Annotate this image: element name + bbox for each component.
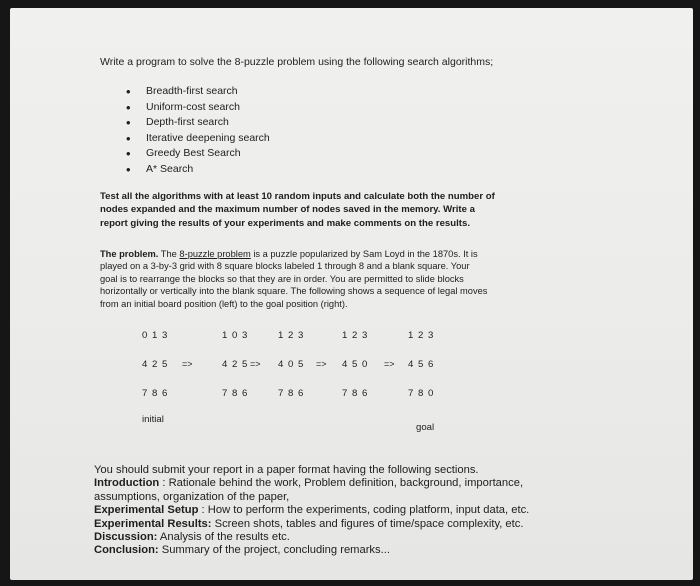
move-arrow: => — [316, 359, 327, 369]
problem-line: played on a 3-by-3 grid with 8 square blocks labeled 1 through 8 and a blank square. Your — [100, 261, 470, 272]
board-row: 1 2 3 — [408, 330, 434, 341]
problem-line: goal is to rearrange the blocks so that they are in order. You are permitted to slide blocks — [100, 273, 464, 284]
task-line: nodes expanded and the maximum number of nodes saved in the memory. Write a — [100, 204, 475, 216]
board-row: 4 5 0 — [342, 359, 368, 370]
board-row: 4 2 5 — [222, 359, 248, 370]
board-row: 7 8 6 — [342, 388, 368, 399]
report-section — [94, 531, 529, 544]
section-text: Rationale behind the work, Problem definition, background, importance, — [168, 477, 524, 490]
report-intro: You should submit your report in a paper format having the following sections. — [94, 464, 479, 476]
report-section — [94, 518, 529, 531]
list-item: • Breadth-first search — [126, 84, 270, 100]
list-item: • A* Search — [126, 162, 270, 178]
task-line: Test all the algorithms with at least 10 random inputs and calculate both the number of — [100, 191, 495, 202]
board-row: 4 5 6 — [408, 359, 434, 370]
report-instructions — [94, 464, 529, 558]
report-section — [94, 491, 529, 504]
report-section — [94, 544, 529, 557]
move-arrow: => — [250, 359, 261, 369]
algorithm-list — [126, 84, 270, 178]
problem-paragraph — [100, 248, 620, 310]
section-text: Screen shots, tables and figures of time/space complexity, etc. — [214, 517, 524, 530]
board-row: 0 1 3 — [142, 330, 168, 341]
problem-label: The problem. — [100, 249, 159, 259]
problem-line — [100, 248, 620, 260]
problem-line: horizontally or vertically into the blank square. The following shows a sequence of legal moves — [100, 286, 488, 297]
report-section — [94, 504, 529, 517]
board-row: 7 8 6 — [278, 388, 304, 399]
problem-text: The — [160, 249, 177, 259]
problem-line: from an initial board position (left) to the goal position (right). — [100, 298, 348, 309]
board-row: 7 8 6 — [222, 388, 248, 399]
board-row: 1 2 3 — [278, 330, 304, 341]
goal-label: goal — [416, 422, 435, 433]
section-sep: : — [198, 504, 208, 517]
report-section — [94, 477, 529, 490]
section-title: Discussion: — [94, 531, 158, 544]
list-item: • Depth-first search — [126, 115, 270, 131]
list-item: • Iterative deepening search — [126, 131, 270, 147]
initial-label: initial — [142, 414, 164, 425]
board-row: 7 8 6 — [142, 388, 168, 399]
board-row: 1 0 3 — [222, 330, 248, 341]
section-title: Introduction — [94, 477, 160, 490]
section-title: Experimental Setup — [94, 504, 199, 517]
section-sep: : — [159, 477, 169, 490]
section-text: How to perform the experiments, coding platform, input data, etc. — [207, 504, 530, 517]
intro-text: Write a program to solve the 8-puzzle problem using the following search algorithms; — [100, 56, 494, 68]
problem-text: is a puzzle popularized by Sam Loyd in the 1870s. It is — [253, 249, 478, 259]
board-row: 4 2 5 — [142, 359, 168, 370]
list-item: • Greedy Best Search — [126, 146, 270, 162]
document-page — [10, 8, 693, 580]
board-row: 1 2 3 — [342, 330, 368, 341]
section-text: assumptions, organization of the paper, — [94, 490, 290, 503]
puzzle-link[interactable]: 8-puzzle problem — [179, 249, 251, 259]
list-item: • Uniform-cost search — [126, 100, 270, 116]
task-paragraph — [100, 190, 620, 230]
section-title: Conclusion: — [94, 544, 159, 557]
move-arrow: => — [384, 359, 395, 369]
task-line: report giving the results of your experiments and make comments on the results. — [100, 217, 470, 229]
board-row: 4 0 5 — [278, 359, 304, 370]
section-text: Analysis of the results etc. — [159, 531, 290, 544]
section-title: Experimental Results: — [94, 517, 212, 530]
section-text: Summary of the project, concluding remarks... — [161, 544, 390, 557]
board-row: 7 8 0 — [408, 388, 434, 399]
move-arrow: => — [182, 359, 193, 369]
